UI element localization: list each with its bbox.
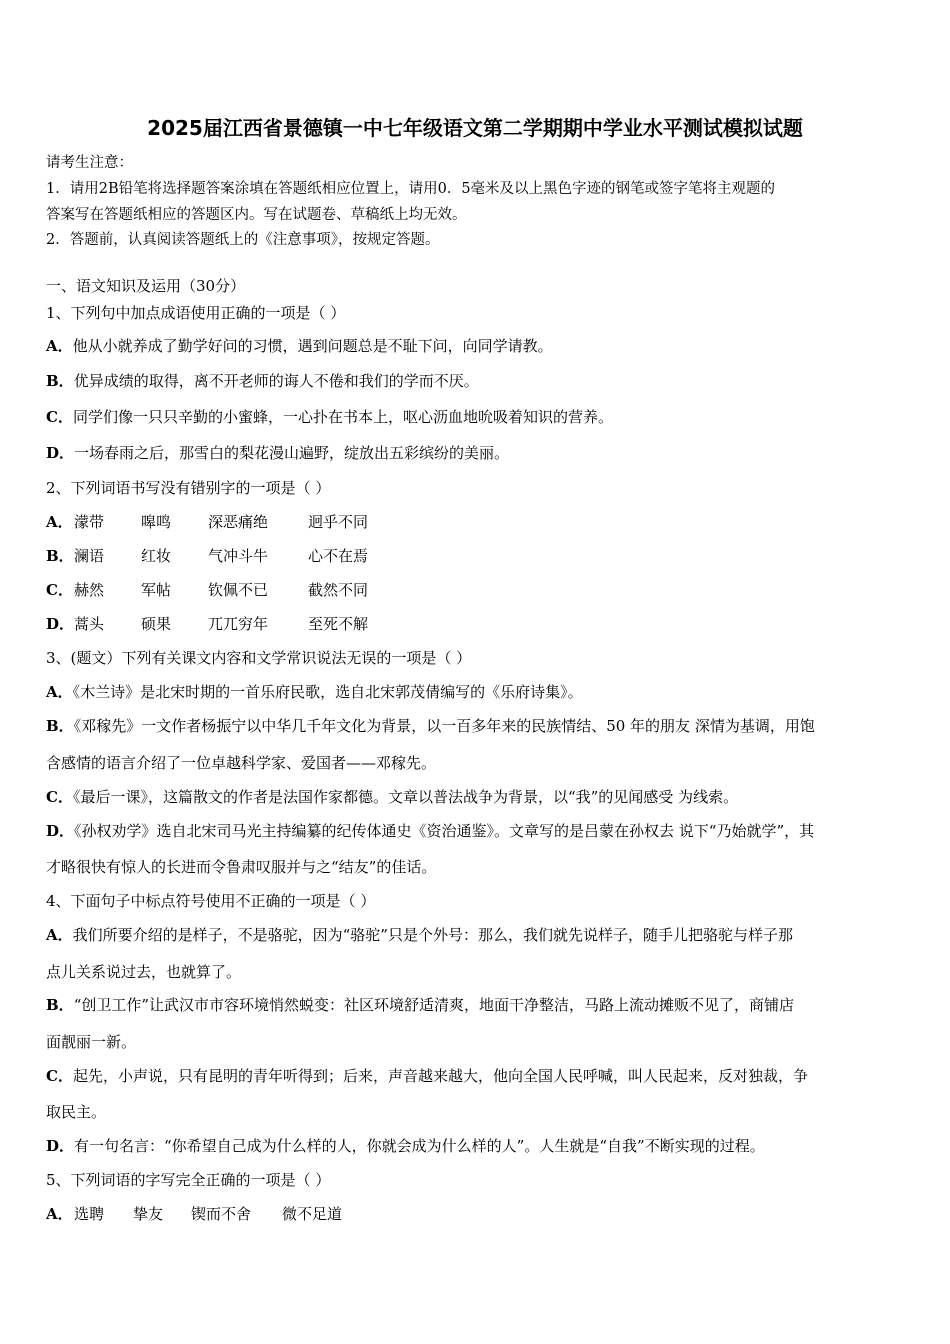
option-text: 《邓稼先》一文作者杨振宁以中华几千年文化为背景，以一百多年来的民族情结、50 年的朋友 深情为基调，用饱 <box>73 717 815 735</box>
word: 深恶痛绝 <box>208 513 269 531</box>
question-1-option-c <box>46 406 613 427</box>
option-label: B． <box>46 717 74 735</box>
word: 硕果 <box>141 615 172 633</box>
question-5-option-a <box>46 1203 342 1224</box>
question-1-option-a <box>46 335 553 356</box>
question-4-option-c-line-2: 取民主。 <box>46 1103 107 1121</box>
word: 迥乎不同 <box>308 513 369 531</box>
option-label: D． <box>46 822 75 840</box>
word: 赫然 <box>74 581 105 599</box>
option-text: 优异成绩的取得，离不开老师的诲人不倦和我们的学而不厌。 <box>73 372 479 390</box>
notice-item-2: 2．答题前，认真阅读答题纸上的《注意事项》，按规定答题。 <box>46 232 440 248</box>
word: 心不在焉 <box>308 547 369 565</box>
word: 兀兀穷年 <box>208 615 269 633</box>
question-4-option-b-line-2: 面靓丽一新。 <box>46 1033 137 1051</box>
option-label: D． <box>46 1137 75 1155</box>
option-label: B． <box>46 547 74 565</box>
option-text: 《最后一课》，这篇散文的作者是法国作家都德。文章以普法战争为背景，以“我”的见闻感受 为线索。 <box>72 788 739 806</box>
word: 濛带 <box>74 513 105 531</box>
question-2-option-c <box>46 579 368 600</box>
option-text: 《孙权劝学》选自北宋司马光主持编纂的纪传体通史《资治通鉴》。文章写的是吕蒙在孙权去 说下“乃始就学”，其 <box>74 822 815 840</box>
question-2-stem: 2、下列词语书写没有错别字的一项是（ ） <box>46 479 331 497</box>
question-3-option-a <box>46 681 583 702</box>
word: 嗥鸣 <box>141 513 172 531</box>
question-1-option-d <box>46 442 509 463</box>
question-2-option-b <box>46 545 368 566</box>
question-3-option-d-line-2: 才略很快有惊人的长进而令鲁肃叹服并与之“结友”的佳话。 <box>46 858 437 876</box>
question-3-option-b-line-1 <box>46 715 815 736</box>
option-label: B． <box>46 996 74 1014</box>
question-2-option-a <box>46 511 368 532</box>
question-4-option-b-line-1 <box>46 994 794 1015</box>
question-4-option-c-line-1 <box>46 1065 808 1086</box>
section-heading: 一、语文知识及运用（30分） <box>46 277 246 295</box>
option-text: 我们所要介绍的是样子，不是骆驼，因为“骆驼”只是个外号：那么，我们就先说样子，随手儿把骆驼与样子那 <box>72 926 793 944</box>
option-text: 《木兰诗》是北宋时期的一首乐府民歌，选自北宋郭茂倩编写的《乐府诗集》。 <box>72 683 583 701</box>
page-title: 2025届江西省景德镇一中七年级语文第二学期期中学业水平测试模拟试题 <box>147 116 803 140</box>
option-label: A． <box>46 337 73 355</box>
question-5-stem: 5、下列词语的字写完全正确的一项是（ ） <box>46 1171 331 1189</box>
word: 挚友 <box>133 1205 164 1223</box>
word: 军帖 <box>141 581 172 599</box>
word: 截然不同 <box>308 581 369 599</box>
notice-item-1-line-2: 答案写在答题纸相应的答题区内。写在试题卷、草稿纸上均无效。 <box>46 207 467 223</box>
question-4-option-a-line-2: 点儿关系说过去，也就算了。 <box>46 963 242 981</box>
question-3-option-c <box>46 786 738 807</box>
question-4-stem: 4、下面句子中标点符号使用不正确的一项是（ ） <box>46 892 376 910</box>
word: 至死不解 <box>308 615 369 633</box>
option-text: 同学们像一只只辛勤的小蜜蜂，一心扑在书本上，呕心沥血地吮吸着知识的营养。 <box>72 408 613 426</box>
option-label: D． <box>46 615 75 633</box>
question-3-option-d-line-1 <box>46 820 814 841</box>
option-text: 一场春雨之后，那雪白的梨花漫山遍野，绽放出五彩缤纷的美丽。 <box>74 444 510 462</box>
word: 气冲斗牛 <box>208 547 269 565</box>
option-text: 起先，小声说，只有昆明的青年听得到；后来，声音越来越大，他向全国人民呼喊，叫人民起来，反对独裁，争 <box>72 1067 808 1085</box>
notice-heading: 请考生注意： <box>46 155 133 171</box>
option-label: D． <box>46 444 75 462</box>
question-3-stem: 3、(题文）下列有关课文内容和文学常识说法无误的一项是（ ） <box>46 649 472 667</box>
option-label: A． <box>46 1205 73 1223</box>
option-label: C． <box>46 581 73 599</box>
option-label: A． <box>46 683 73 701</box>
word: 澜语 <box>74 547 105 565</box>
option-text: “创卫工作”让武汉市市容环境悄然蜕变：社区环境舒适清爽，地面干净整洁，马路上流动摊贩不见了，商铺店 <box>73 996 795 1014</box>
option-text: 他从小就养成了勤学好问的习惯，遇到问题总是不耻下问，向同学请教。 <box>72 337 553 355</box>
word: 蒿头 <box>74 615 105 633</box>
question-4-option-a-line-1 <box>46 924 793 945</box>
question-1-stem: 1、下列句中加点成语使用正确的一项是（ ） <box>46 304 346 322</box>
notice-item-1-line-1: 1．请用2B铅笔将选择题答案涂填在答题纸相应位置上，请用0．5毫米及以上黑色字迹的钢笔或签字笔将主观题的 <box>46 181 776 197</box>
word: 红妆 <box>141 547 172 565</box>
option-label: A． <box>46 513 73 531</box>
option-label: A． <box>46 926 73 944</box>
option-label: C． <box>46 788 73 806</box>
option-text: 有一句名言：“你希望自己成为什么样的人，你就会成为什么样的人”。人生就是“自我”不断实现的过程。 <box>74 1137 765 1155</box>
word: 钦佩不已 <box>208 581 269 599</box>
question-4-option-d <box>46 1135 765 1156</box>
option-label: B． <box>46 372 74 390</box>
word: 微不足道 <box>282 1205 343 1223</box>
question-1-option-b <box>46 370 479 391</box>
option-label: C． <box>46 1067 73 1085</box>
word: 选聘 <box>74 1205 105 1223</box>
question-2-option-d <box>46 613 368 634</box>
question-3-option-b-line-2: 含感情的语言介绍了一位卓越科学家、爱国者——邓稼先。 <box>46 754 437 772</box>
option-label: C． <box>46 408 73 426</box>
word: 锲而不舍 <box>191 1205 252 1223</box>
